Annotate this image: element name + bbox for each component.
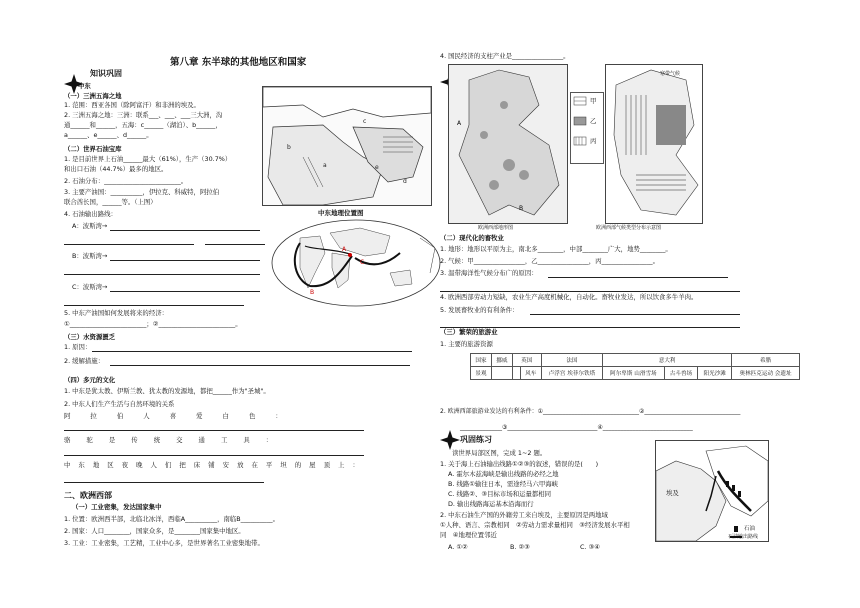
table-cell: 阳光沙滩: [698, 367, 732, 380]
option: B. ②③: [510, 543, 530, 551]
text-line: 2. 三洲五海之地：三洲：联系___、___、___三大洲，沟: [64, 111, 223, 119]
option: D. 输出线路海运基本沿海而行: [448, 500, 534, 508]
text-line: ①________________________；②________________________。: [64, 320, 242, 328]
text-line: 1. 位置：欧洲西半部，北临北冰洋，西临A__________，南临B__________。: [64, 515, 279, 523]
knowledge-header: 知识巩固: [90, 69, 122, 78]
text-line: 2. 国家：人口________，国家众多，是________国家集中地区。: [64, 527, 245, 535]
climate-note: 寒带气候: [660, 71, 681, 77]
svg-text:e: e: [375, 164, 379, 171]
map-caption: 欧洲西部地形图: [478, 225, 514, 231]
text-line: 联合酋长国，______等。（上图）: [64, 198, 157, 206]
legend-oil: 石油: [744, 526, 756, 532]
section-heading: 中东: [78, 82, 91, 90]
table-row: [471, 354, 800, 367]
sub-heading: （三）水资源匮乏: [64, 333, 116, 341]
text-line: 阿 拉 伯 人 喜 爱 白 色 ：: [64, 412, 291, 420]
sub-heading: （二）现代化的畜牧业: [440, 234, 504, 242]
text-line: 3. 工业：工业密集，工艺精，工业中心多，是世界著名工业密集地带。: [64, 539, 264, 547]
option: C. ③④: [580, 543, 600, 551]
route-c: C：波斯湾→: [72, 283, 108, 291]
table-cell: 国家: [471, 354, 492, 367]
text-line: 3. 主要产油国：__________，伊拉克、科威特，阿拉伯: [64, 188, 220, 196]
text-line: 5. 中东产油国如何发展将来的经济：: [64, 309, 168, 317]
practice-map: [655, 440, 769, 542]
section-heading: 二、欧洲西部: [64, 491, 112, 500]
legend-bing: 丙: [590, 137, 597, 145]
table-cell: 挪威: [491, 354, 512, 367]
text-line: 和出口石油（44.7%）最多的地区。: [64, 165, 168, 173]
svg-text:A: A: [342, 246, 347, 253]
text-line: 同 ④地理位置邻近: [440, 531, 497, 539]
text-line: ______________③______________________________④______________________________: [460, 424, 693, 431]
sub-heading: （一）三洲五海之地: [64, 92, 122, 100]
sub-heading: （三）繁荣的旅游业: [440, 328, 498, 336]
table-cell: 奥林匹克运动 会遗址: [732, 367, 800, 380]
option: C. 线路②、③目标市场和运量都相同: [448, 490, 552, 498]
table-cell: 希腊: [732, 354, 800, 367]
option: B. 线路①输往日本，需途经马六甲海峡: [448, 480, 559, 488]
text-line: 1. 主要的旅游资源: [440, 340, 493, 348]
text-line: 4. 石油输出路线：: [64, 210, 117, 218]
svg-text:c: c: [363, 118, 367, 125]
text-line: 2. 气候：甲________________，乙________________，丙________________。: [440, 257, 660, 265]
option: A. ①②: [448, 543, 468, 551]
text-line: 1. 地形：地形以平原为主，南北多________，中部________广大，地势________。: [440, 245, 672, 253]
europe-relief-map: [448, 64, 568, 224]
text-line: a______、e______、d______。: [64, 131, 153, 139]
map-caption: 中东地理位置图: [318, 209, 364, 217]
text-line: 1. 中东是犹太教、伊斯兰教、犹太教的发源地，都把______作为"圣城"。: [64, 387, 270, 395]
question-1: 1. 关于海上石油输出线路①②③的叙述，错误的是( ): [440, 460, 599, 468]
table-cell: 古斗兽场: [664, 367, 698, 380]
question-2: 2. 中东石油生产国的外籍劳工来自埃及，主要原因是两地域: [440, 511, 608, 519]
middle-east-map: [262, 86, 432, 206]
text-line: 4. 国民经济的支柱产业是________________。: [440, 52, 570, 60]
route-a: A：波斯湾→: [72, 222, 108, 230]
text-line: 读世界局部区图，完成 1~2 题。: [452, 449, 547, 457]
svg-text:a: a: [323, 162, 327, 169]
text-line: 1. 原因：: [64, 343, 92, 351]
svg-text:B: B: [310, 289, 315, 296]
text-line: 中 东 地 区 夜 晚 人 们 把 床 铺 安 放 在 平 坦 的 屋 顶 上 ：: [64, 461, 362, 469]
text-line: ①人种、语言、宗教相同 ②劳动力需求量相同 ③经济发展水平相: [440, 521, 630, 529]
table-cell: 风车: [520, 367, 541, 380]
europe-climate-map: [605, 64, 703, 224]
legend-jia: 甲: [590, 97, 597, 105]
sub-heading: （四）多元的文化: [64, 376, 116, 384]
star-icon: [440, 430, 460, 450]
text-line: 2. 缓解措施：: [64, 357, 105, 365]
text-line: 1. 范围：西亚各国（除阿富汗）和非洲的埃及。: [64, 101, 200, 109]
table-cell: 卢浮宫 埃菲尔铁塔: [541, 367, 602, 380]
table-cell: [512, 367, 520, 380]
table-cell: 法国: [541, 354, 602, 367]
svg-text:b: b: [287, 144, 291, 151]
text-line: 骆 驼 是 传 统 交 通 工 具 ：: [64, 436, 280, 444]
option: A. 霍尔木兹海峡是输出线路的必经之地: [448, 470, 559, 478]
text-line: 2. 欧洲西部旅游业发达的有利条件：①________________________________②________________________________: [440, 408, 741, 415]
svg-text:d: d: [403, 178, 407, 185]
map-caption: 欧洲西部气候类型分布示意图: [596, 225, 662, 231]
text-line: 1. 是目前世界上石油______最大（61%），生产（30.7%）: [64, 155, 232, 163]
climate-legend: [570, 92, 604, 164]
map-label-egypt: 埃及: [666, 489, 679, 497]
svg-text:A: A: [457, 120, 462, 127]
sub-heading: （一）工业密集，发达国家集中: [72, 503, 162, 511]
table-row: [471, 367, 800, 380]
legend-route: 石油输出路线: [728, 534, 759, 540]
oil-route-map: [270, 218, 442, 308]
legend-yi: 乙: [590, 117, 597, 125]
text-line: 4. 欧洲西部劳动力短缺，农业生产高度机械化，自动化。畜牧业发达，所以饮食多牛羊肉。: [440, 293, 698, 301]
table-cell: 英国: [512, 354, 541, 367]
svg-text:C: C: [360, 259, 365, 266]
route-b: B：波斯湾→: [72, 252, 108, 260]
text-line: 通______和______，五海：c______（湖泊）、b______，: [64, 121, 222, 129]
text-line: 3. 温带海洋性气候分布广的原因：: [440, 269, 538, 277]
page-title: 第八章 东半球的其他地区和国家: [170, 57, 307, 68]
table-cell: 阿尔卑斯 山滑雪场: [603, 367, 664, 380]
table-cell: 景观: [471, 367, 492, 380]
table-cell: [491, 367, 512, 380]
text-line: 2. 石油分布：________________________。: [64, 177, 188, 185]
svg-text:B: B: [519, 205, 524, 212]
text-line: 2. 中东人们生产生活与自然环境的关系: [64, 400, 175, 408]
practice-header: 巩固练习: [460, 435, 492, 444]
table-cell: 意大利: [603, 354, 732, 367]
tourism-table: [470, 353, 800, 380]
text-line: 5. 发展畜牧业的有利条件：: [440, 306, 519, 314]
sub-heading: （二）世界石油宝库: [64, 145, 122, 153]
